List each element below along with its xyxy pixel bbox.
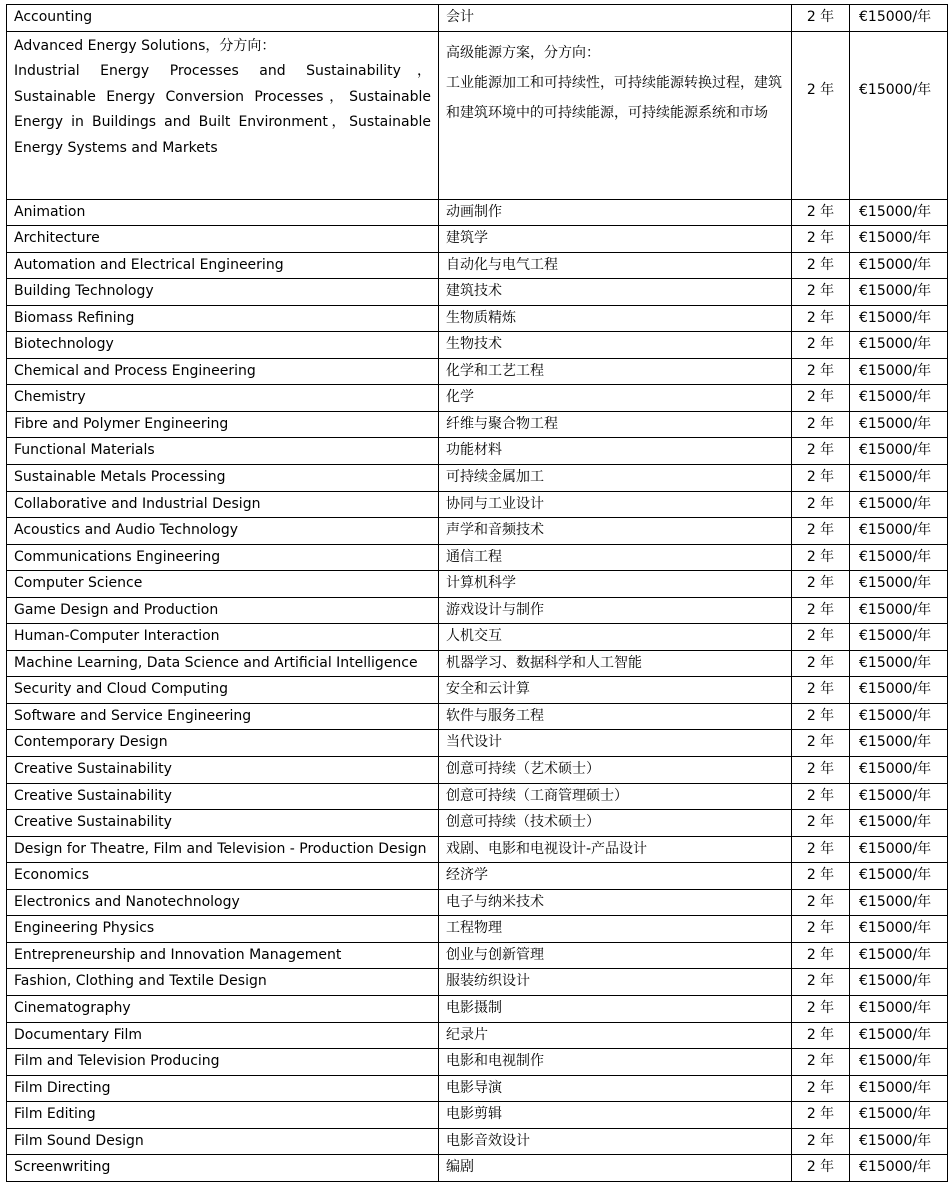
program-tuition-fee: €15000/年 <box>850 358 948 385</box>
table-row <box>7 810 948 837</box>
program-tuition-fee: €15000/年 <box>850 465 948 492</box>
program-name-zh <box>439 624 792 651</box>
program-name-zh <box>439 757 792 784</box>
program-name-zh-text: 建筑学 <box>446 230 488 247</box>
program-name-zh <box>439 650 792 677</box>
program-duration: 2 年 <box>792 863 850 890</box>
program-tuition-fee: €15000/年 <box>850 571 948 598</box>
program-name-en <box>7 995 439 1022</box>
program-duration: 2 年 <box>792 995 850 1022</box>
program-name-en <box>7 1128 439 1155</box>
program-name-en-text: Building Technology <box>14 283 154 300</box>
table-row <box>7 199 948 226</box>
table-row <box>7 783 948 810</box>
table-row <box>7 757 948 784</box>
program-name-en-text: Creative Sustainability <box>14 787 172 804</box>
program-name-en <box>7 31 439 199</box>
program-name-en <box>7 969 439 996</box>
program-duration: 2 年 <box>792 5 850 32</box>
program-name-en-text: Film Sound Design <box>14 1132 144 1149</box>
program-duration: 2 年 <box>792 544 850 571</box>
table-row <box>7 916 948 943</box>
program-name-zh-text: 经济学 <box>446 867 488 884</box>
program-name-zh-text: 工程物理 <box>446 920 502 937</box>
program-name-en <box>7 836 439 863</box>
program-name-zh <box>439 1049 792 1076</box>
program-tuition-fee: €15000/年 <box>850 810 948 837</box>
program-tuition-fee: €15000/年 <box>850 31 948 199</box>
program-name-en-text: Contemporary Design <box>14 734 168 751</box>
program-name-zh-text: 建筑技术 <box>446 283 502 300</box>
table-row <box>7 358 948 385</box>
program-name-en-text: Communications Engineering <box>14 548 221 565</box>
program-name-en <box>7 332 439 359</box>
program-name-zh <box>439 279 792 306</box>
program-name-zh-text: 服装纺织设计 <box>446 973 530 990</box>
program-tuition-fee: €15000/年 <box>850 252 948 279</box>
program-name-zh <box>439 385 792 412</box>
program-tuition-fee: €15000/年 <box>850 1128 948 1155</box>
program-duration: 2 年 <box>792 836 850 863</box>
program-name-zh <box>439 332 792 359</box>
program-name-zh <box>439 544 792 571</box>
program-tuition-fee: €15000/年 <box>850 518 948 545</box>
program-duration: 2 年 <box>792 1155 850 1182</box>
table-row <box>7 491 948 518</box>
program-name-zh <box>439 916 792 943</box>
program-name-zh <box>439 889 792 916</box>
program-name-zh-text: 电子与纳米技术 <box>446 893 544 910</box>
program-duration: 2 年 <box>792 465 850 492</box>
program-name-zh-text: 计算机科学 <box>446 575 516 592</box>
table-row <box>7 544 948 571</box>
program-name-zh <box>439 226 792 253</box>
table-row <box>7 863 948 890</box>
table-row <box>7 1155 948 1182</box>
table-row <box>7 571 948 598</box>
program-name-en-text: Chemical and Process Engineering <box>14 362 256 379</box>
program-name-en-text: Human-Computer Interaction <box>14 628 220 645</box>
program-duration: 2 年 <box>792 757 850 784</box>
program-name-zh-text: 声学和音频技术 <box>446 522 544 539</box>
program-name-en-text: Chemistry <box>14 389 86 406</box>
program-name-zh <box>439 199 792 226</box>
program-name-zh-text: 化学 <box>446 389 474 406</box>
program-name-zh-text: 人机交互 <box>446 628 502 645</box>
program-name-zh <box>439 783 792 810</box>
program-name-zh-text: 可持续金属加工 <box>446 469 544 486</box>
program-name-zh-text: 当代设计 <box>446 734 502 751</box>
program-name-zh <box>439 571 792 598</box>
program-name-en <box>7 1102 439 1129</box>
program-name-zh-text: 游戏设计与制作 <box>446 601 544 618</box>
program-tuition-fee: €15000/年 <box>850 385 948 412</box>
program-name-zh <box>439 942 792 969</box>
program-tuition-fee: €15000/年 <box>850 783 948 810</box>
program-duration: 2 年 <box>792 252 850 279</box>
program-name-en <box>7 438 439 465</box>
program-name-zh <box>439 810 792 837</box>
program-name-en-text: Acoustics and Audio Technology <box>14 522 239 539</box>
program-name-en-text: Design for Theatre, Film and Television - Production Design <box>14 840 427 857</box>
program-duration: 2 年 <box>792 650 850 677</box>
program-name-zh <box>439 5 792 32</box>
table-row <box>7 5 948 32</box>
program-name-en <box>7 571 439 598</box>
program-name-en <box>7 757 439 784</box>
program-name-zh-text: 软件与服务工程 <box>446 707 544 724</box>
table-row <box>7 1049 948 1076</box>
program-tuition-fee: €15000/年 <box>850 650 948 677</box>
program-name-en <box>7 465 439 492</box>
program-duration: 2 年 <box>792 1128 850 1155</box>
program-name-en-text: Fibre and Polymer Engineering <box>14 415 229 432</box>
program-name-zh-text: 纤维与聚合物工程 <box>446 415 558 432</box>
program-tuition-fee: €15000/年 <box>850 916 948 943</box>
table-row <box>7 305 948 332</box>
program-name-zh <box>439 411 792 438</box>
table-row <box>7 969 948 996</box>
program-name-en-text: Economics <box>14 867 90 884</box>
table-row <box>7 518 948 545</box>
program-name-en-text: Screenwriting <box>14 1159 111 1176</box>
program-duration: 2 年 <box>792 916 850 943</box>
program-tuition-fee: €15000/年 <box>850 677 948 704</box>
program-name-zh-text: 安全和云计算 <box>446 681 530 698</box>
program-duration: 2 年 <box>792 1022 850 1049</box>
program-name-zh-text: 化学和工艺工程 <box>446 362 544 379</box>
program-name-en-text: Animation <box>14 203 86 220</box>
program-name-zh-text: 通信工程 <box>446 548 502 565</box>
program-name-en <box>7 703 439 730</box>
program-name-zh-text: 电影摄制 <box>446 999 502 1016</box>
program-name-en <box>7 1075 439 1102</box>
program-name-en-text: Machine Learning, Data Science and Artificial Intelligence <box>14 654 418 671</box>
table-row <box>7 252 948 279</box>
program-name-zh <box>439 491 792 518</box>
program-name-en <box>7 916 439 943</box>
program-name-en <box>7 5 439 32</box>
table-row <box>7 1075 948 1102</box>
program-tuition-fee: €15000/年 <box>850 836 948 863</box>
program-tuition-fee: €15000/年 <box>850 757 948 784</box>
program-duration: 2 年 <box>792 624 850 651</box>
program-duration: 2 年 <box>792 358 850 385</box>
program-name-en-text: Cinematography <box>14 999 131 1016</box>
program-name-en-text: Film Editing <box>14 1106 96 1123</box>
program-duration: 2 年 <box>792 1049 850 1076</box>
program-name-en-text: Security and Cloud Computing <box>14 681 229 698</box>
program-name-zh <box>439 969 792 996</box>
program-name-en <box>7 863 439 890</box>
program-name-en-text: Entrepreneurship and Innovation Management <box>14 946 342 963</box>
program-name-en-text: Electronics and Nanotechnology <box>14 893 240 910</box>
program-name-zh <box>439 518 792 545</box>
program-name-zh-text: 自动化与电气工程 <box>446 256 558 273</box>
table-row <box>7 597 948 624</box>
program-name-zh <box>439 730 792 757</box>
program-name-zh <box>439 305 792 332</box>
program-name-en-text: Accounting <box>14 9 93 25</box>
table-row <box>7 730 948 757</box>
program-tuition-fee: €15000/年 <box>850 1049 948 1076</box>
program-duration: 2 年 <box>792 969 850 996</box>
program-duration: 2 年 <box>792 438 850 465</box>
program-name-en-text: Fashion, Clothing and Textile Design <box>14 973 267 990</box>
program-tuition-fee: €15000/年 <box>850 279 948 306</box>
program-tuition-fee: €15000/年 <box>850 1075 948 1102</box>
program-name-en <box>7 226 439 253</box>
program-directions-zh: 工业能源加工和可持续性，可持续能源转换过程，建筑和建筑环境中的可持续能源，可持续能源系统和市场 <box>446 74 782 121</box>
program-name-zh-text: 电影剪辑 <box>446 1106 502 1123</box>
program-name-en-text: Architecture <box>14 230 100 247</box>
program-tuition-fee: €15000/年 <box>850 942 948 969</box>
program-name-en-text: Creative Sustainability <box>14 761 172 778</box>
program-duration: 2 年 <box>792 942 850 969</box>
program-name-en-text: Collaborative and Industrial Design <box>14 495 261 512</box>
program-name-en-text: Biotechnology <box>14 336 114 353</box>
program-name-zh-text: 协同与工业设计 <box>446 495 544 512</box>
program-name-zh <box>439 1075 792 1102</box>
table-row <box>7 1102 948 1129</box>
program-name-en <box>7 358 439 385</box>
program-name-en <box>7 730 439 757</box>
program-name-zh <box>439 1155 792 1182</box>
program-name-en-text: Film and Television Producing <box>14 1053 220 1070</box>
program-name-en-text: Automation and Electrical Engineering <box>14 256 284 273</box>
program-name-zh-text: 创意可持续（技术硕士） <box>446 814 600 831</box>
table-row <box>7 332 948 359</box>
program-directions-en: Industrial Energy Processes and Sustainability，Sustainable Energy Conversion Processes，Sustainable Energy in Buildings and Built Environment，Sustainable Energy Systems and Markets <box>14 63 431 156</box>
program-name-en-text: Advanced Energy Solutions，分方向： <box>14 37 276 54</box>
table-row <box>7 942 948 969</box>
program-name-zh-text: 创意可持续（工商管理硕士） <box>446 787 628 804</box>
program-name-zh-text: 电影音效设计 <box>446 1132 530 1149</box>
program-duration: 2 年 <box>792 226 850 253</box>
program-duration: 2 年 <box>792 677 850 704</box>
program-duration: 2 年 <box>792 491 850 518</box>
program-duration: 2 年 <box>792 703 850 730</box>
program-name-en <box>7 650 439 677</box>
program-name-en <box>7 199 439 226</box>
program-name-zh-text: 编剧 <box>446 1159 474 1176</box>
program-duration: 2 年 <box>792 31 850 199</box>
table-row <box>7 889 948 916</box>
program-name-zh <box>439 836 792 863</box>
program-tuition-fee: €15000/年 <box>850 226 948 253</box>
program-tuition-fee: €15000/年 <box>850 438 948 465</box>
programs-table <box>6 4 948 1182</box>
program-tuition-fee: €15000/年 <box>850 491 948 518</box>
program-name-en-text: Creative Sustainability <box>14 814 172 831</box>
program-name-zh-text: 生物技术 <box>446 336 502 353</box>
program-name-zh <box>439 465 792 492</box>
program-tuition-fee: €15000/年 <box>850 597 948 624</box>
program-tuition-fee: €15000/年 <box>850 1102 948 1129</box>
program-name-zh <box>439 597 792 624</box>
program-name-en <box>7 385 439 412</box>
table-row <box>7 624 948 651</box>
program-name-zh-text: 功能材料 <box>446 442 502 459</box>
program-name-en-text: Film Directing <box>14 1079 111 1096</box>
program-name-zh-text: 戏剧、电影和电视设计-产品设计 <box>446 840 648 857</box>
program-name-zh <box>439 1128 792 1155</box>
program-tuition-fee: €15000/年 <box>850 332 948 359</box>
program-name-en <box>7 518 439 545</box>
program-tuition-fee: €15000/年 <box>850 305 948 332</box>
program-name-en <box>7 411 439 438</box>
program-tuition-fee: €15000/年 <box>850 995 948 1022</box>
program-name-en-text: Biomass Refining <box>14 309 135 326</box>
program-name-en-text: Functional Materials <box>14 442 155 459</box>
program-name-zh <box>439 252 792 279</box>
program-duration: 2 年 <box>792 305 850 332</box>
program-name-zh <box>439 995 792 1022</box>
program-tuition-fee: €15000/年 <box>850 969 948 996</box>
table-row <box>7 385 948 412</box>
program-duration: 2 年 <box>792 411 850 438</box>
program-name-zh-text: 创意可持续（艺术硕士） <box>446 761 600 778</box>
program-name-en-text: Engineering Physics <box>14 920 155 937</box>
program-name-en-text: Documentary Film <box>14 1026 143 1043</box>
program-name-en-text: Computer Science <box>14 575 143 592</box>
program-tuition-fee: €15000/年 <box>850 5 948 32</box>
table-row <box>7 411 948 438</box>
program-duration: 2 年 <box>792 597 850 624</box>
program-name-zh-text: 动画制作 <box>446 203 502 220</box>
table-row <box>7 995 948 1022</box>
program-tuition-fee: €15000/年 <box>850 1022 948 1049</box>
program-tuition-fee: €15000/年 <box>850 624 948 651</box>
program-tuition-fee: €15000/年 <box>850 411 948 438</box>
program-name-en <box>7 1155 439 1182</box>
program-name-zh-text: 电影导演 <box>446 1079 502 1096</box>
table-row <box>7 703 948 730</box>
program-name-en <box>7 305 439 332</box>
program-name-zh-text: 纪录片 <box>446 1026 488 1043</box>
program-name-en <box>7 677 439 704</box>
program-name-en <box>7 942 439 969</box>
table-row <box>7 31 948 199</box>
program-name-en <box>7 491 439 518</box>
table-row <box>7 1022 948 1049</box>
programs-table-body <box>7 5 948 1182</box>
program-name-zh <box>439 1022 792 1049</box>
program-tuition-fee: €15000/年 <box>850 199 948 226</box>
program-name-zh-text: 电影和电视制作 <box>446 1053 544 1070</box>
program-tuition-fee: €15000/年 <box>850 703 948 730</box>
program-duration: 2 年 <box>792 385 850 412</box>
table-row <box>7 836 948 863</box>
program-name-zh-text: 会计 <box>446 9 474 25</box>
program-name-en <box>7 279 439 306</box>
program-duration: 2 年 <box>792 730 850 757</box>
program-duration: 2 年 <box>792 199 850 226</box>
program-name-en <box>7 597 439 624</box>
program-tuition-fee: €15000/年 <box>850 730 948 757</box>
program-duration: 2 年 <box>792 889 850 916</box>
table-row <box>7 677 948 704</box>
program-duration: 2 年 <box>792 332 850 359</box>
program-name-zh-text: 生物质精炼 <box>446 309 516 326</box>
program-name-zh <box>439 31 792 199</box>
program-duration: 2 年 <box>792 1075 850 1102</box>
program-name-en <box>7 544 439 571</box>
program-tuition-fee: €15000/年 <box>850 1155 948 1182</box>
program-name-en-text: Sustainable Metals Processing <box>14 469 226 486</box>
program-duration: 2 年 <box>792 810 850 837</box>
table-row <box>7 226 948 253</box>
table-row <box>7 465 948 492</box>
program-name-en-text: Software and Service Engineering <box>14 707 252 724</box>
program-tuition-fee: €15000/年 <box>850 863 948 890</box>
program-name-en <box>7 889 439 916</box>
program-duration: 2 年 <box>792 1102 850 1129</box>
program-name-zh-text: 机器学习、数据科学和人工智能 <box>446 654 642 671</box>
program-name-zh-text: 高级能源方案，分方向： <box>446 44 600 61</box>
table-row <box>7 438 948 465</box>
program-tuition-fee: €15000/年 <box>850 544 948 571</box>
table-row <box>7 1128 948 1155</box>
program-name-zh <box>439 863 792 890</box>
program-name-en <box>7 810 439 837</box>
table-row <box>7 650 948 677</box>
program-name-zh <box>439 358 792 385</box>
program-name-zh <box>439 703 792 730</box>
program-duration: 2 年 <box>792 518 850 545</box>
program-name-en <box>7 252 439 279</box>
table-row <box>7 279 948 306</box>
program-name-en <box>7 1049 439 1076</box>
program-name-en-text: Game Design and Production <box>14 601 219 618</box>
program-name-en <box>7 783 439 810</box>
program-name-zh <box>439 1102 792 1129</box>
program-duration: 2 年 <box>792 571 850 598</box>
program-tuition-fee: €15000/年 <box>850 889 948 916</box>
program-duration: 2 年 <box>792 783 850 810</box>
program-name-zh <box>439 677 792 704</box>
program-name-en <box>7 624 439 651</box>
program-duration: 2 年 <box>792 279 850 306</box>
program-name-zh-text: 创业与创新管理 <box>446 946 544 963</box>
program-name-zh <box>439 438 792 465</box>
program-name-en <box>7 1022 439 1049</box>
